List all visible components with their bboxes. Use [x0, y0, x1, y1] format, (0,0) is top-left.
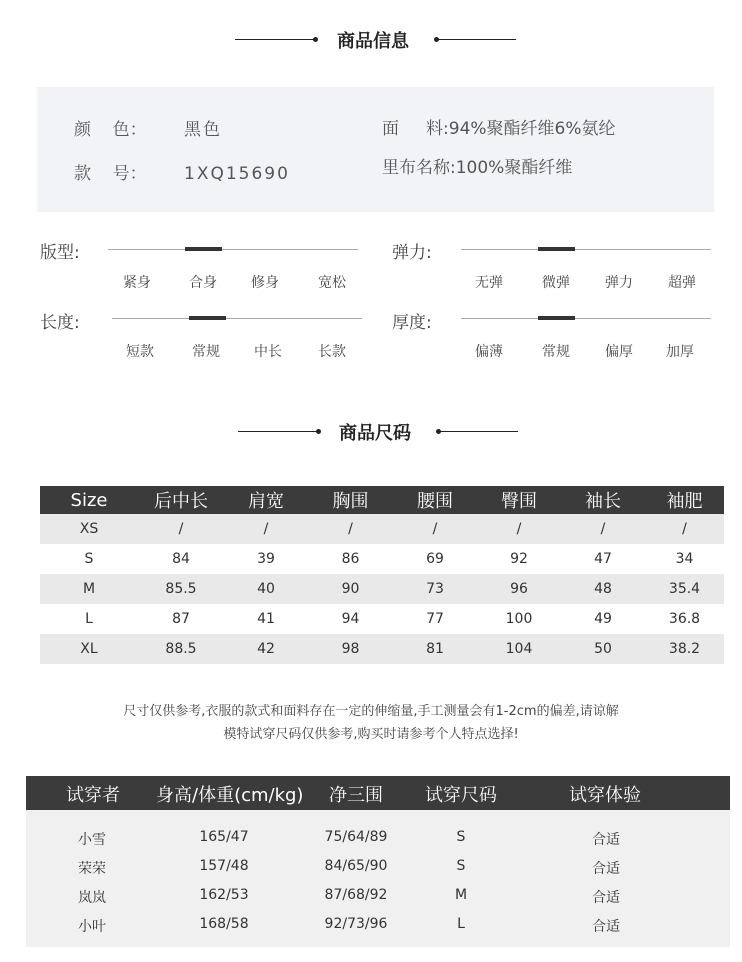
try-on-header [26, 776, 730, 810]
length-scale-marker [189, 316, 226, 320]
table-cell: 48 [561, 574, 645, 604]
elasticity-option-1: 无弹 [475, 275, 503, 291]
tester-height-weight: 157/48 [199, 858, 249, 874]
tester-size: S [456, 858, 466, 874]
color-value: 黑色 [184, 120, 222, 140]
try-on-table [26, 776, 730, 947]
table-cell: 90 [308, 574, 393, 604]
table-cell: S [40, 544, 138, 574]
table-cell: 77 [393, 604, 477, 634]
table-cell: 88.5 [138, 634, 224, 664]
tester-experience: 合适 [592, 890, 620, 906]
table-cell: 35.4 [645, 574, 724, 604]
lining-value: 100%聚酯纤维 [455, 158, 573, 178]
header-hip: 臀围 [477, 486, 561, 514]
lining-row [382, 153, 572, 178]
header-experience: 试穿体验 [569, 785, 641, 806]
heading-dot-left [313, 37, 318, 42]
fabric-value: 94%聚酯纤维6%氨纶 [448, 119, 616, 139]
tester-measurements: 92/73/96 [324, 916, 388, 932]
header-back-length: 后中长 [138, 486, 224, 514]
table-cell: 47 [561, 544, 645, 574]
table-cell: 50 [561, 634, 645, 664]
table-cell: 87 [138, 604, 224, 634]
thickness-scale-line [461, 318, 711, 319]
tester-size: L [457, 916, 465, 932]
heading-line-left [238, 431, 318, 432]
fabric-row [382, 114, 616, 139]
tester-measurements: 87/68/92 [324, 887, 388, 903]
table-cell: / [308, 514, 393, 544]
tester-size: M [454, 887, 468, 903]
table-cell: 81 [393, 634, 477, 664]
size-table [40, 486, 724, 664]
color-label: 颜 色： [74, 120, 147, 140]
style-no-value: 1XQ15690 [184, 164, 290, 184]
fit-scale-line [108, 249, 358, 250]
elasticity-scale-marker [538, 247, 575, 251]
table-row [40, 604, 724, 634]
table-row [40, 514, 724, 544]
table-cell: 41 [224, 604, 308, 634]
heading-line-left [235, 39, 315, 40]
table-cell: 73 [393, 574, 477, 604]
table-cell: / [645, 514, 724, 544]
table-cell: 49 [561, 604, 645, 634]
header-shoulder: 肩宽 [224, 486, 308, 514]
length-label: 长度: [40, 313, 80, 333]
table-cell: / [561, 514, 645, 544]
table-cell: 86 [308, 544, 393, 574]
thickness-option-1: 偏薄 [475, 344, 503, 360]
style-no-row [74, 159, 290, 184]
table-cell: / [477, 514, 561, 544]
table-cell: 34 [645, 544, 724, 574]
header-size: Size [40, 486, 138, 514]
product-info-title: 商品信息 [337, 31, 409, 52]
table-cell: XS [40, 514, 138, 544]
product-info-heading [0, 25, 742, 55]
tester-name: 小叶 [78, 919, 106, 935]
tester-height-weight: 162/53 [199, 887, 249, 903]
table-row [40, 634, 724, 664]
thickness-option-3: 偏厚 [605, 344, 633, 360]
header-waist: 腰围 [393, 486, 477, 514]
tester-name: 岚岚 [78, 890, 106, 906]
header-try-size: 试穿尺码 [425, 785, 497, 806]
header-tester: 试穿者 [66, 785, 120, 806]
fit-option-3: 修身 [251, 275, 279, 291]
size-heading [0, 417, 742, 447]
elasticity-option-2: 微弹 [542, 275, 570, 291]
table-cell: 36.8 [645, 604, 724, 634]
tester-height-weight: 168/58 [199, 916, 249, 932]
fit-scale-marker [185, 247, 222, 251]
table-cell: 40 [224, 574, 308, 604]
table-cell: 69 [393, 544, 477, 574]
table-cell: 92 [477, 544, 561, 574]
table-row [40, 544, 724, 574]
fabric-label: 面 料: [382, 119, 449, 139]
header-height-weight: 身高/体重(cm/kg) [156, 785, 304, 806]
tester-experience: 合适 [592, 861, 620, 877]
table-cell: / [224, 514, 308, 544]
thickness-option-4: 加厚 [666, 344, 694, 360]
length-scale-line [112, 318, 362, 319]
style-no-label: 款 号： [74, 164, 147, 184]
fit-option-4: 宽松 [318, 275, 346, 291]
tester-experience: 合适 [592, 832, 620, 848]
size-table-header [40, 486, 724, 514]
table-cell: 84 [138, 544, 224, 574]
size-note [0, 700, 742, 746]
tester-measurements: 84/65/90 [324, 858, 388, 874]
table-cell: 38.2 [645, 634, 724, 664]
length-option-4: 长款 [318, 344, 346, 360]
table-cell: 100 [477, 604, 561, 634]
heading-dot-left [316, 429, 321, 434]
table-cell: 39 [224, 544, 308, 574]
table-cell: 96 [477, 574, 561, 604]
table-cell: L [40, 604, 138, 634]
table-row [40, 574, 724, 604]
elasticity-scale-line [461, 249, 711, 250]
table-cell: 98 [308, 634, 393, 664]
tester-experience: 合适 [592, 919, 620, 935]
table-cell: XL [40, 634, 138, 664]
length-option-2: 常规 [192, 344, 220, 360]
elasticity-label: 弹力: [392, 243, 432, 263]
elasticity-option-4: 超弹 [668, 275, 696, 291]
thickness-scale-marker [538, 316, 575, 320]
thickness-option-2: 常规 [542, 344, 570, 360]
table-cell: / [138, 514, 224, 544]
size-title: 商品尺码 [339, 423, 411, 444]
header-sleeve-length: 袖长 [561, 486, 645, 514]
elasticity-option-3: 弹力 [605, 275, 633, 291]
tester-name: 小雪 [78, 832, 106, 848]
table-cell: M [40, 574, 138, 604]
fit-option-1: 紧身 [123, 275, 151, 291]
heading-line-right [438, 431, 518, 432]
size-note-line-1: 尺寸仅供参考,衣服的款式和面料存在一定的伸缩量,手工测量会有1-2cm的偏差,请谅解 [123, 704, 619, 719]
thickness-label: 厚度: [392, 313, 432, 333]
heading-line-right [436, 39, 516, 40]
tester-height-weight: 165/47 [199, 829, 249, 845]
fit-label: 版型: [40, 243, 80, 263]
tester-size: S [456, 829, 466, 845]
header-bust: 胸围 [308, 486, 393, 514]
table-cell: 94 [308, 604, 393, 634]
header-sleeve-width: 袖肥 [645, 486, 724, 514]
fit-option-2: 合身 [189, 275, 217, 291]
table-cell: 85.5 [138, 574, 224, 604]
table-cell: 42 [224, 634, 308, 664]
size-note-line-2: 模特试穿尺码仅供参考,购买时请参考个人特点选择! [223, 727, 519, 742]
table-cell: / [393, 514, 477, 544]
lining-label: 里布名称: [382, 158, 456, 178]
header-measurements: 净三围 [329, 785, 383, 806]
length-option-1: 短款 [126, 344, 154, 360]
tester-measurements: 75/64/89 [324, 829, 388, 845]
length-option-3: 中长 [254, 344, 282, 360]
tester-name: 荣荣 [78, 861, 106, 877]
product-info-box [37, 87, 714, 212]
table-cell: 104 [477, 634, 561, 664]
color-row [74, 115, 222, 140]
